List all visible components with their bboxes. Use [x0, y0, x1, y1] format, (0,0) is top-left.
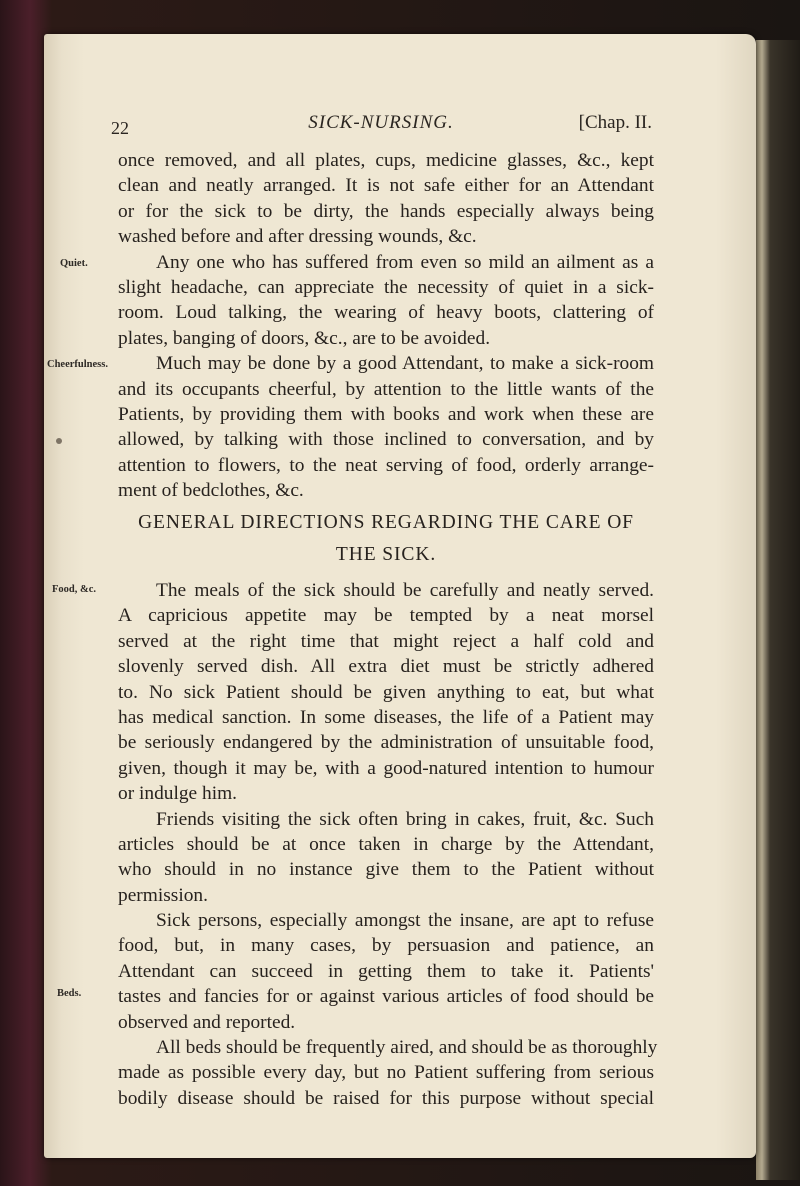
body-text-block-2 [118, 578, 658, 1111]
page-number: 22 [111, 118, 129, 138]
section-heading [118, 507, 654, 571]
text-line: slight headache, can appreciate the necessity of quiet in a sick- [118, 276, 654, 298]
text-line: Friends visiting the sick often bring in cakes, fruit, &c. Such [156, 808, 654, 830]
margin-note-quiet: Quiet. [60, 258, 88, 269]
text-line: to. No sick Patient should be given anything to eat, but what [118, 681, 654, 703]
text-line: or for the sick to be dirty, the hands especially always being [118, 200, 654, 222]
text-line: A capricious appetite may be tempted by a neat morsel [118, 605, 654, 627]
text-line: slovenly served dish. All extra diet must be strictly adhered [118, 656, 654, 678]
text-line: served at the right time that might reject a half cold and [118, 630, 654, 652]
text-line: made as possible every day, but no Patient suffering from serious [118, 1062, 654, 1084]
text-line: clean and neatly arranged. It is not safe either for an Attendant [118, 175, 654, 197]
text-line: room. Loud talking, the wearing of heavy boots, clattering of [118, 302, 654, 324]
margin-note-food: Food, &c. [52, 584, 97, 595]
body-text-block-1 [118, 148, 654, 503]
text-line: washed before and after dressing wounds, &c. [118, 226, 477, 248]
text-line: ment of bedclothes, &c. [118, 480, 304, 502]
ink-spot [56, 438, 62, 444]
page-header [108, 112, 654, 142]
text-line: Much may be done by a good Attendant, to make a sick-room [156, 353, 654, 375]
text-line: allowed, by talking with those inclined to conversation, and by [118, 429, 654, 451]
text-line: has medical sanction. In some diseases, the life of a Patient may [118, 706, 654, 728]
text-line: bodily disease should be raised for this purpose without special [118, 1087, 654, 1109]
margin-note-cheerfulness: Cheerfulness. [47, 359, 108, 370]
page-edges [756, 40, 800, 1180]
running-head: SICK-NURSING. [308, 112, 454, 133]
text-line: observed and reported. [118, 1011, 296, 1033]
text-line: tastes and fancies for or against various articles of food should be [118, 986, 654, 1008]
text-line: Patients, by providing them with books and work when these are [118, 403, 654, 425]
text-line: Attendant can succeed in getting them to take it. Patients' [118, 960, 654, 982]
text-line: plates, banging of doors, &c., are to be avoided. [118, 327, 491, 349]
text-line: given, though it may be, with a good-natured intention to humour [118, 757, 654, 779]
text-line: food, but, in many cases, by persuasion and patience, an [118, 935, 654, 957]
text-line: once removed, and all plates, cups, medicine glasses, &c., kept [118, 150, 654, 171]
margin-note-beds: Beds. [57, 988, 82, 999]
text-line: who should in no instance give them to the Patient without [118, 859, 654, 881]
section-heading-line-1: GENERAL DIRECTIONS REGARDING THE CARE OF [138, 512, 634, 533]
text-line: attention to flowers, to the neat serving of food, orderly arrange- [118, 454, 654, 476]
text-line: Sick persons, especially amongst the insane, are apt to refuse [156, 910, 654, 932]
text-line: be seriously endangered by the administration of unsuitable food, [118, 732, 654, 754]
text-line: articles should be at once taken in charge by the Attendant, [118, 833, 654, 855]
text-line: or indulge him. [118, 783, 238, 805]
text-line: All beds should be frequently aired, and should be as thoroughly [156, 1037, 658, 1059]
text-line: permission. [118, 884, 208, 906]
text-line: Any one who has suffered from even so mild an ailment as a [156, 251, 654, 273]
section-heading-line-2: THE SICK. [335, 544, 437, 565]
text-line: and its occupants cheerful, by attention to the little wants of the [118, 378, 654, 400]
chapter-reference: [Chap. II. [578, 112, 652, 133]
text-line: The meals of the sick should be carefully and neatly served. [156, 580, 654, 601]
